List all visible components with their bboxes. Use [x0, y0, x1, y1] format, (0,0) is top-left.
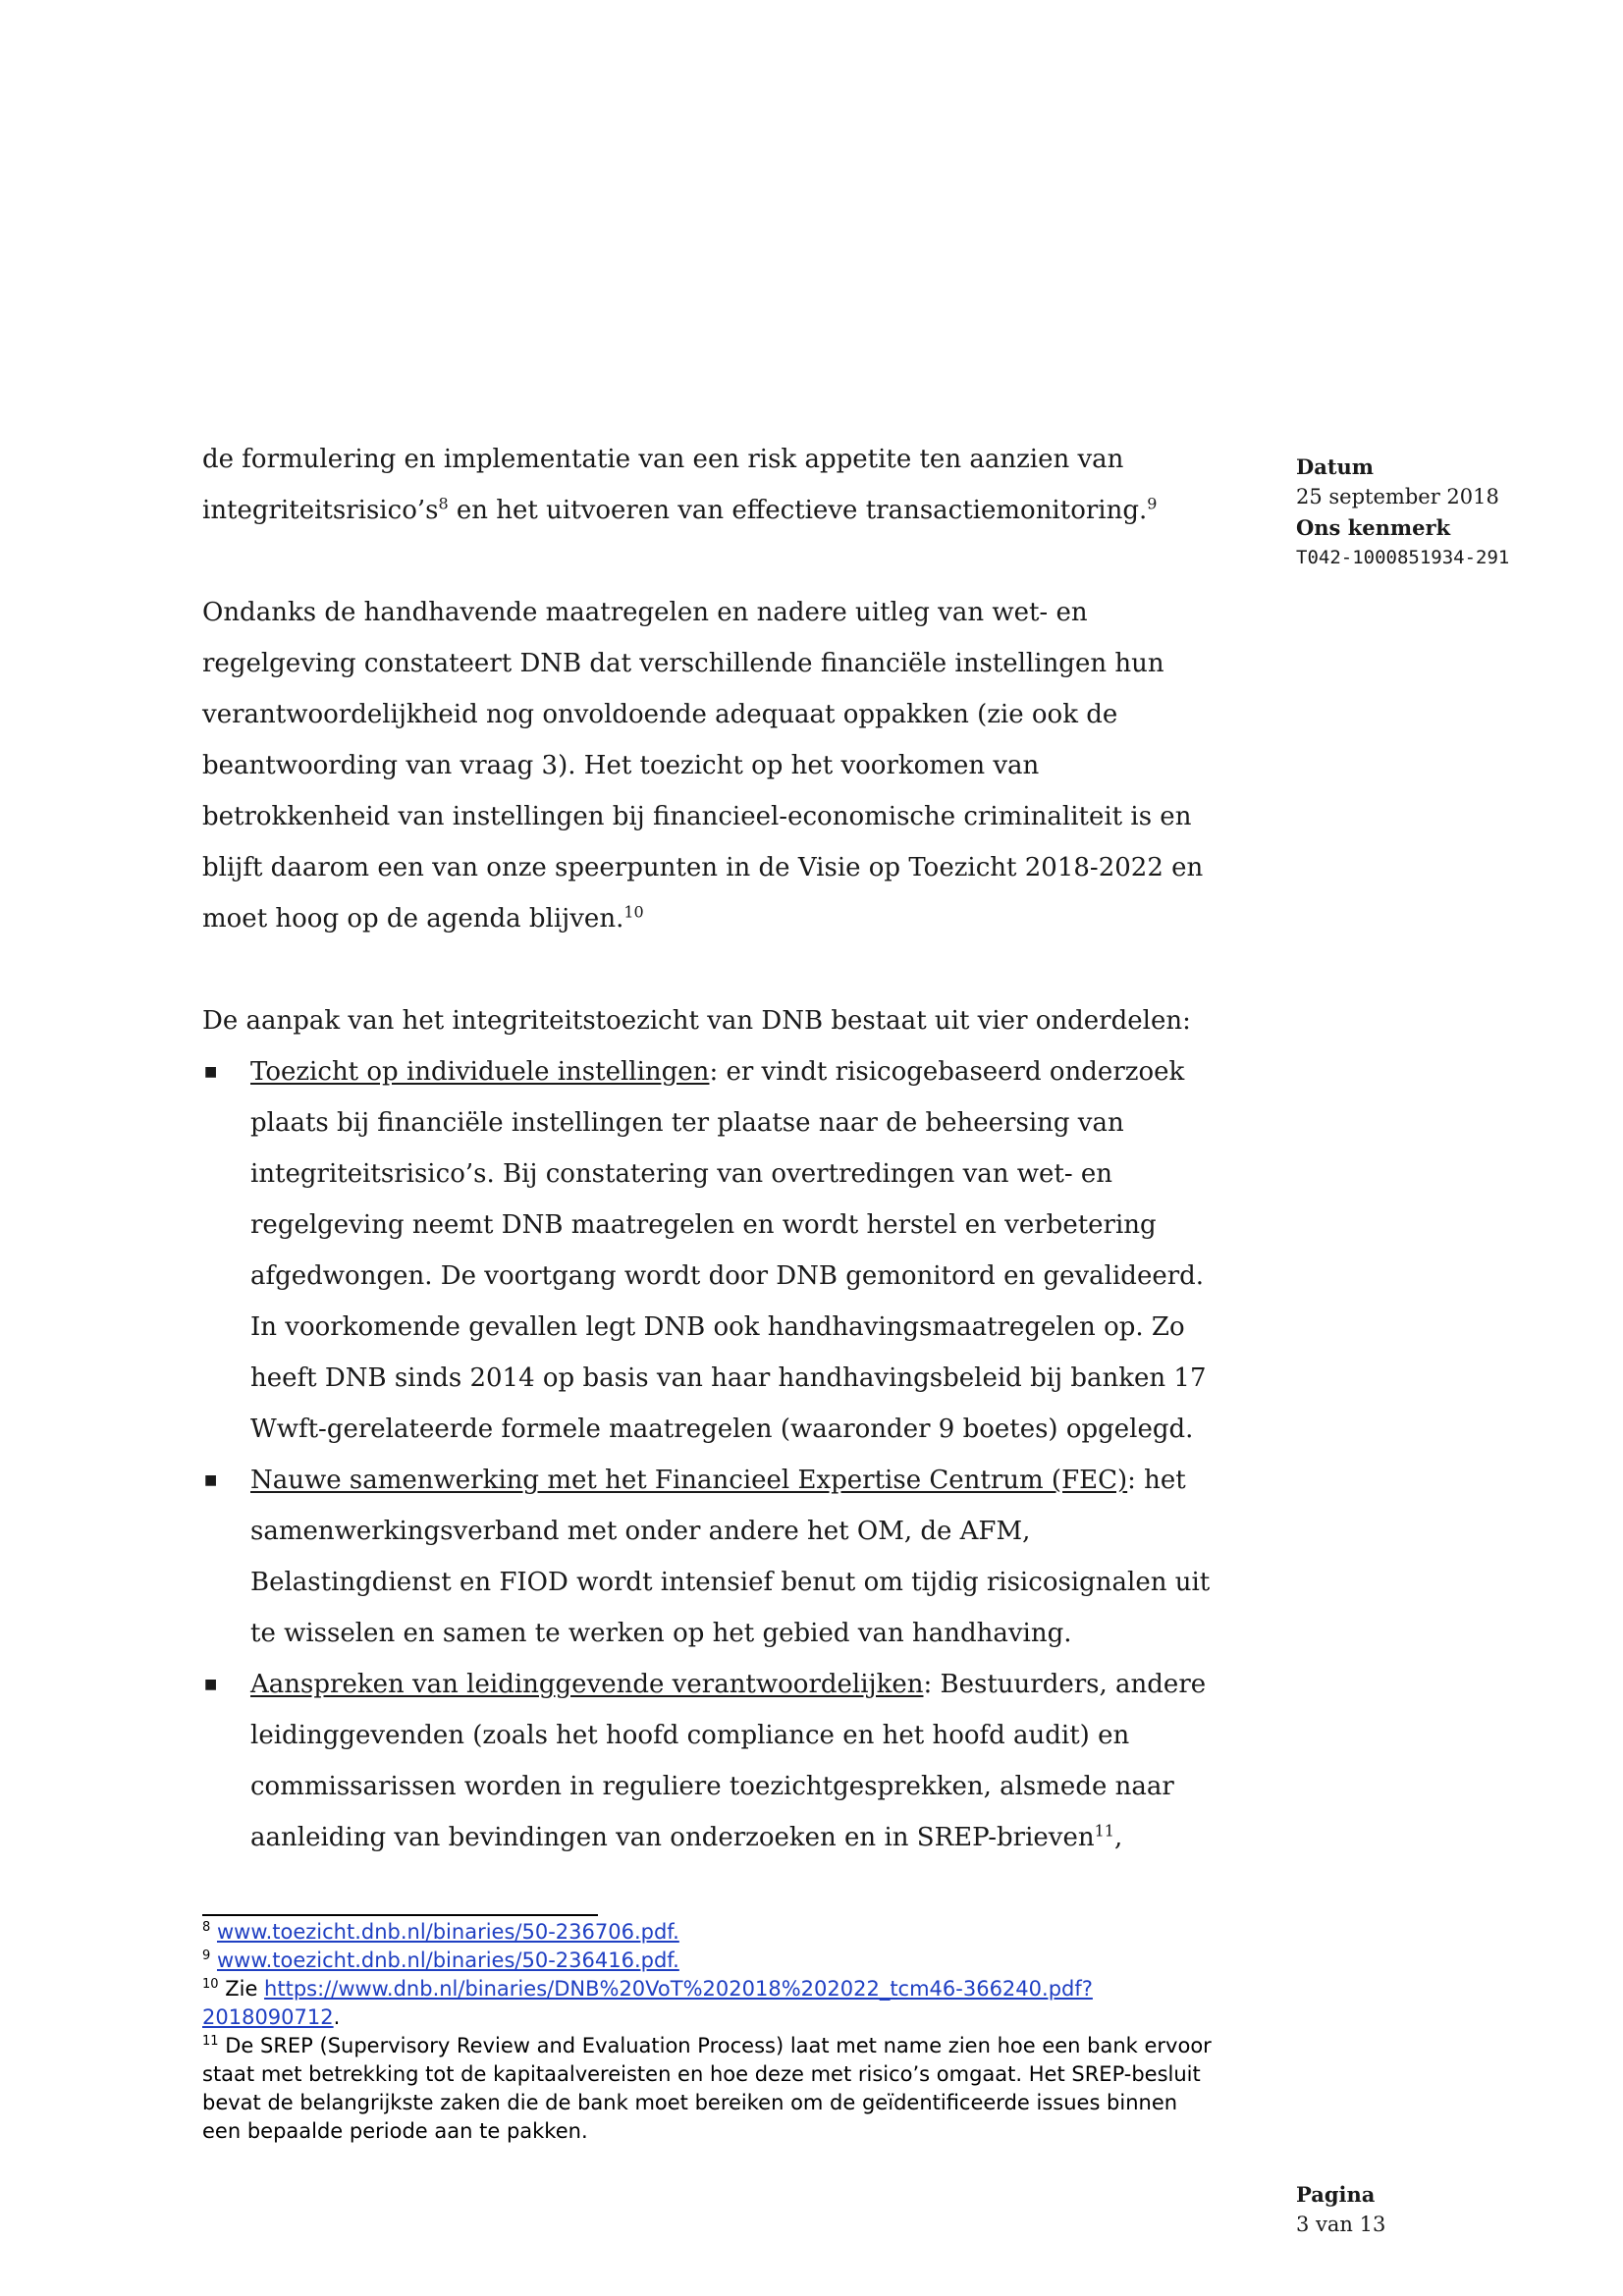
list-item [202, 1455, 1214, 1659]
kenmerk-value: T042-1000851934-291 [1296, 547, 1510, 568]
footnote-prefix [210, 1920, 217, 1944]
list-item-title: Toezicht op individuele instellingen [250, 1057, 710, 1087]
list-item-tail: , [1113, 1823, 1123, 1852]
list-item-text: : Bestuurders, andere leidinggevenden (zoals het hoofd compliance en het hoofd audit) en commissarissen worden in reguliere toezichtgesprekken, alsmede naar aanleiding van bevindingen van onderzoeken en in SREP-brieven [250, 1670, 1207, 1852]
footnote-link[interactable]: www.toezicht.dnb.nl/binaries/50-236706.pdf. [216, 1920, 679, 1944]
list-item-title: Nauwe samenwerking met het Financieel Expertise Centrum (FEC) [250, 1466, 1128, 1495]
paragraph-2-text: Ondanks de handhavende maatregelen en nadere uitleg van wet- en regelgeving constateert DNB dat verschillende financiële instellingen hun verantwoordelijkheid nog onvoldoende adequaat oppakken (zie ook de beantwoording van vraag 3). Het toezicht op het voorkomen van betrokkenheid van instellingen bij financieel-economische criminaliteit is en blijft daarom een van onze speerpunten in de Visie op Toezicht 2018-2022 en moet hoog op de agenda blijven. [202, 598, 1204, 934]
footnote-ref-9[interactable]: 9 [1147, 494, 1158, 513]
page-number-block [1296, 2179, 1551, 2240]
paragraph-1 [202, 434, 1214, 536]
list-item-text: : er vindt risicogebaseerd onderzoek plaats bij financiële instellingen ter plaatse naar de beheersing van integriteitsrisico’s. Bij constatering van overtredingen van wet- en regelgeving neemt DNB maatregelen en wordt herstel en verbetering afgedwongen. De voortgang wordt door DNB gemonitord en gevalideerd. In voorkomende gevallen legt DNB ook handhavingsmaatregelen op. Zo heeft DNB sinds 2014 op basis van haar handhavingsbeleid bij banken 17 Wwft-gerelateerde formele maatregelen (waaronder 9 boetes) opgelegd. [250, 1057, 1207, 1444]
footnote-10 [202, 1975, 1214, 2032]
footnote-link[interactable]: www.toezicht.dnb.nl/binaries/50-236416.pdf. [216, 1949, 679, 1972]
pagina-label: Pagina [1296, 2182, 1376, 2207]
list-item [202, 1659, 1214, 1863]
bullet-list [202, 1046, 1214, 1863]
footnote-number: 8 [202, 1920, 211, 1935]
list-item [202, 1046, 1214, 1455]
datum-label: Datum [1296, 454, 1375, 479]
footnote-link[interactable]: https://www.dnb.nl/binaries/DNB%20VoT%202018%202022_tcm46-366240.pdf?2018090712 [202, 1977, 1093, 2029]
footnote-ref-11[interactable]: 11 [1094, 1821, 1114, 1841]
footnote-number: 11 [202, 2034, 219, 2049]
bullet-icon: ■ [204, 1677, 218, 1692]
kenmerk-label: Ons kenmerk [1296, 515, 1451, 540]
list-item-text: : het samenwerkingsverband met onder andere het OM, de AFM, Belastingdienst en FIOD wordt intensief benut om tijdig risicosignalen uit te wisselen en samen te werken op het gebied van handhaving. [250, 1466, 1211, 1648]
footnote-ref-8[interactable]: 8 [438, 494, 449, 513]
footnote-8 [202, 1918, 1214, 1947]
list-item-title: Aanspreken van leidinggevende verantwoordelijken [250, 1670, 924, 1699]
pagina-value: 3 van 13 [1296, 2213, 1386, 2236]
paragraph-1-text-2: en het uitvoeren van effectieve transactiemonitoring. [448, 496, 1148, 525]
bullet-icon: ■ [204, 1472, 218, 1488]
paragraph-1-text: de formulering en implementatie van een risk appetite ten aanzien van integriteitsrisico’s [202, 445, 1124, 525]
footnote-11 [202, 2032, 1214, 2146]
datum-value: 25 september 2018 [1296, 485, 1499, 508]
footnote-number: 10 [202, 1977, 219, 1992]
footnote-ref-10[interactable]: 10 [623, 902, 644, 922]
document-body [202, 434, 1214, 1863]
footnotes [202, 1918, 1214, 2146]
paragraph-2 [202, 587, 1214, 944]
sidebar-meta [1296, 452, 1551, 573]
paragraph-3-intro: De aanpak van het integriteitstoezicht van DNB bestaat uit vier onderdelen: [202, 1006, 1191, 1036]
footnote-9 [202, 1947, 1214, 1975]
footnote-text: De SREP (Supervisory Review and Evaluation Process) laat met name zien hoe een bank ervoor staat met betrekking tot de kapitaalvereisten en hoe deze met risico’s omgaat. Het SREP-besluit bevat de belangrijkste zaken die de bank moet bereiken om de geïdentificeerde issues binnen een bepaalde periode aan te pakken. [202, 2034, 1212, 2143]
footnote-prefix: Zie [218, 1977, 265, 2001]
footnote-suffix: . [333, 2005, 341, 2029]
bullet-icon: ■ [204, 1064, 218, 1080]
footnote-number: 9 [202, 1949, 211, 1963]
footnote-prefix [210, 1949, 217, 1972]
footnote-separator [202, 1914, 598, 1916]
